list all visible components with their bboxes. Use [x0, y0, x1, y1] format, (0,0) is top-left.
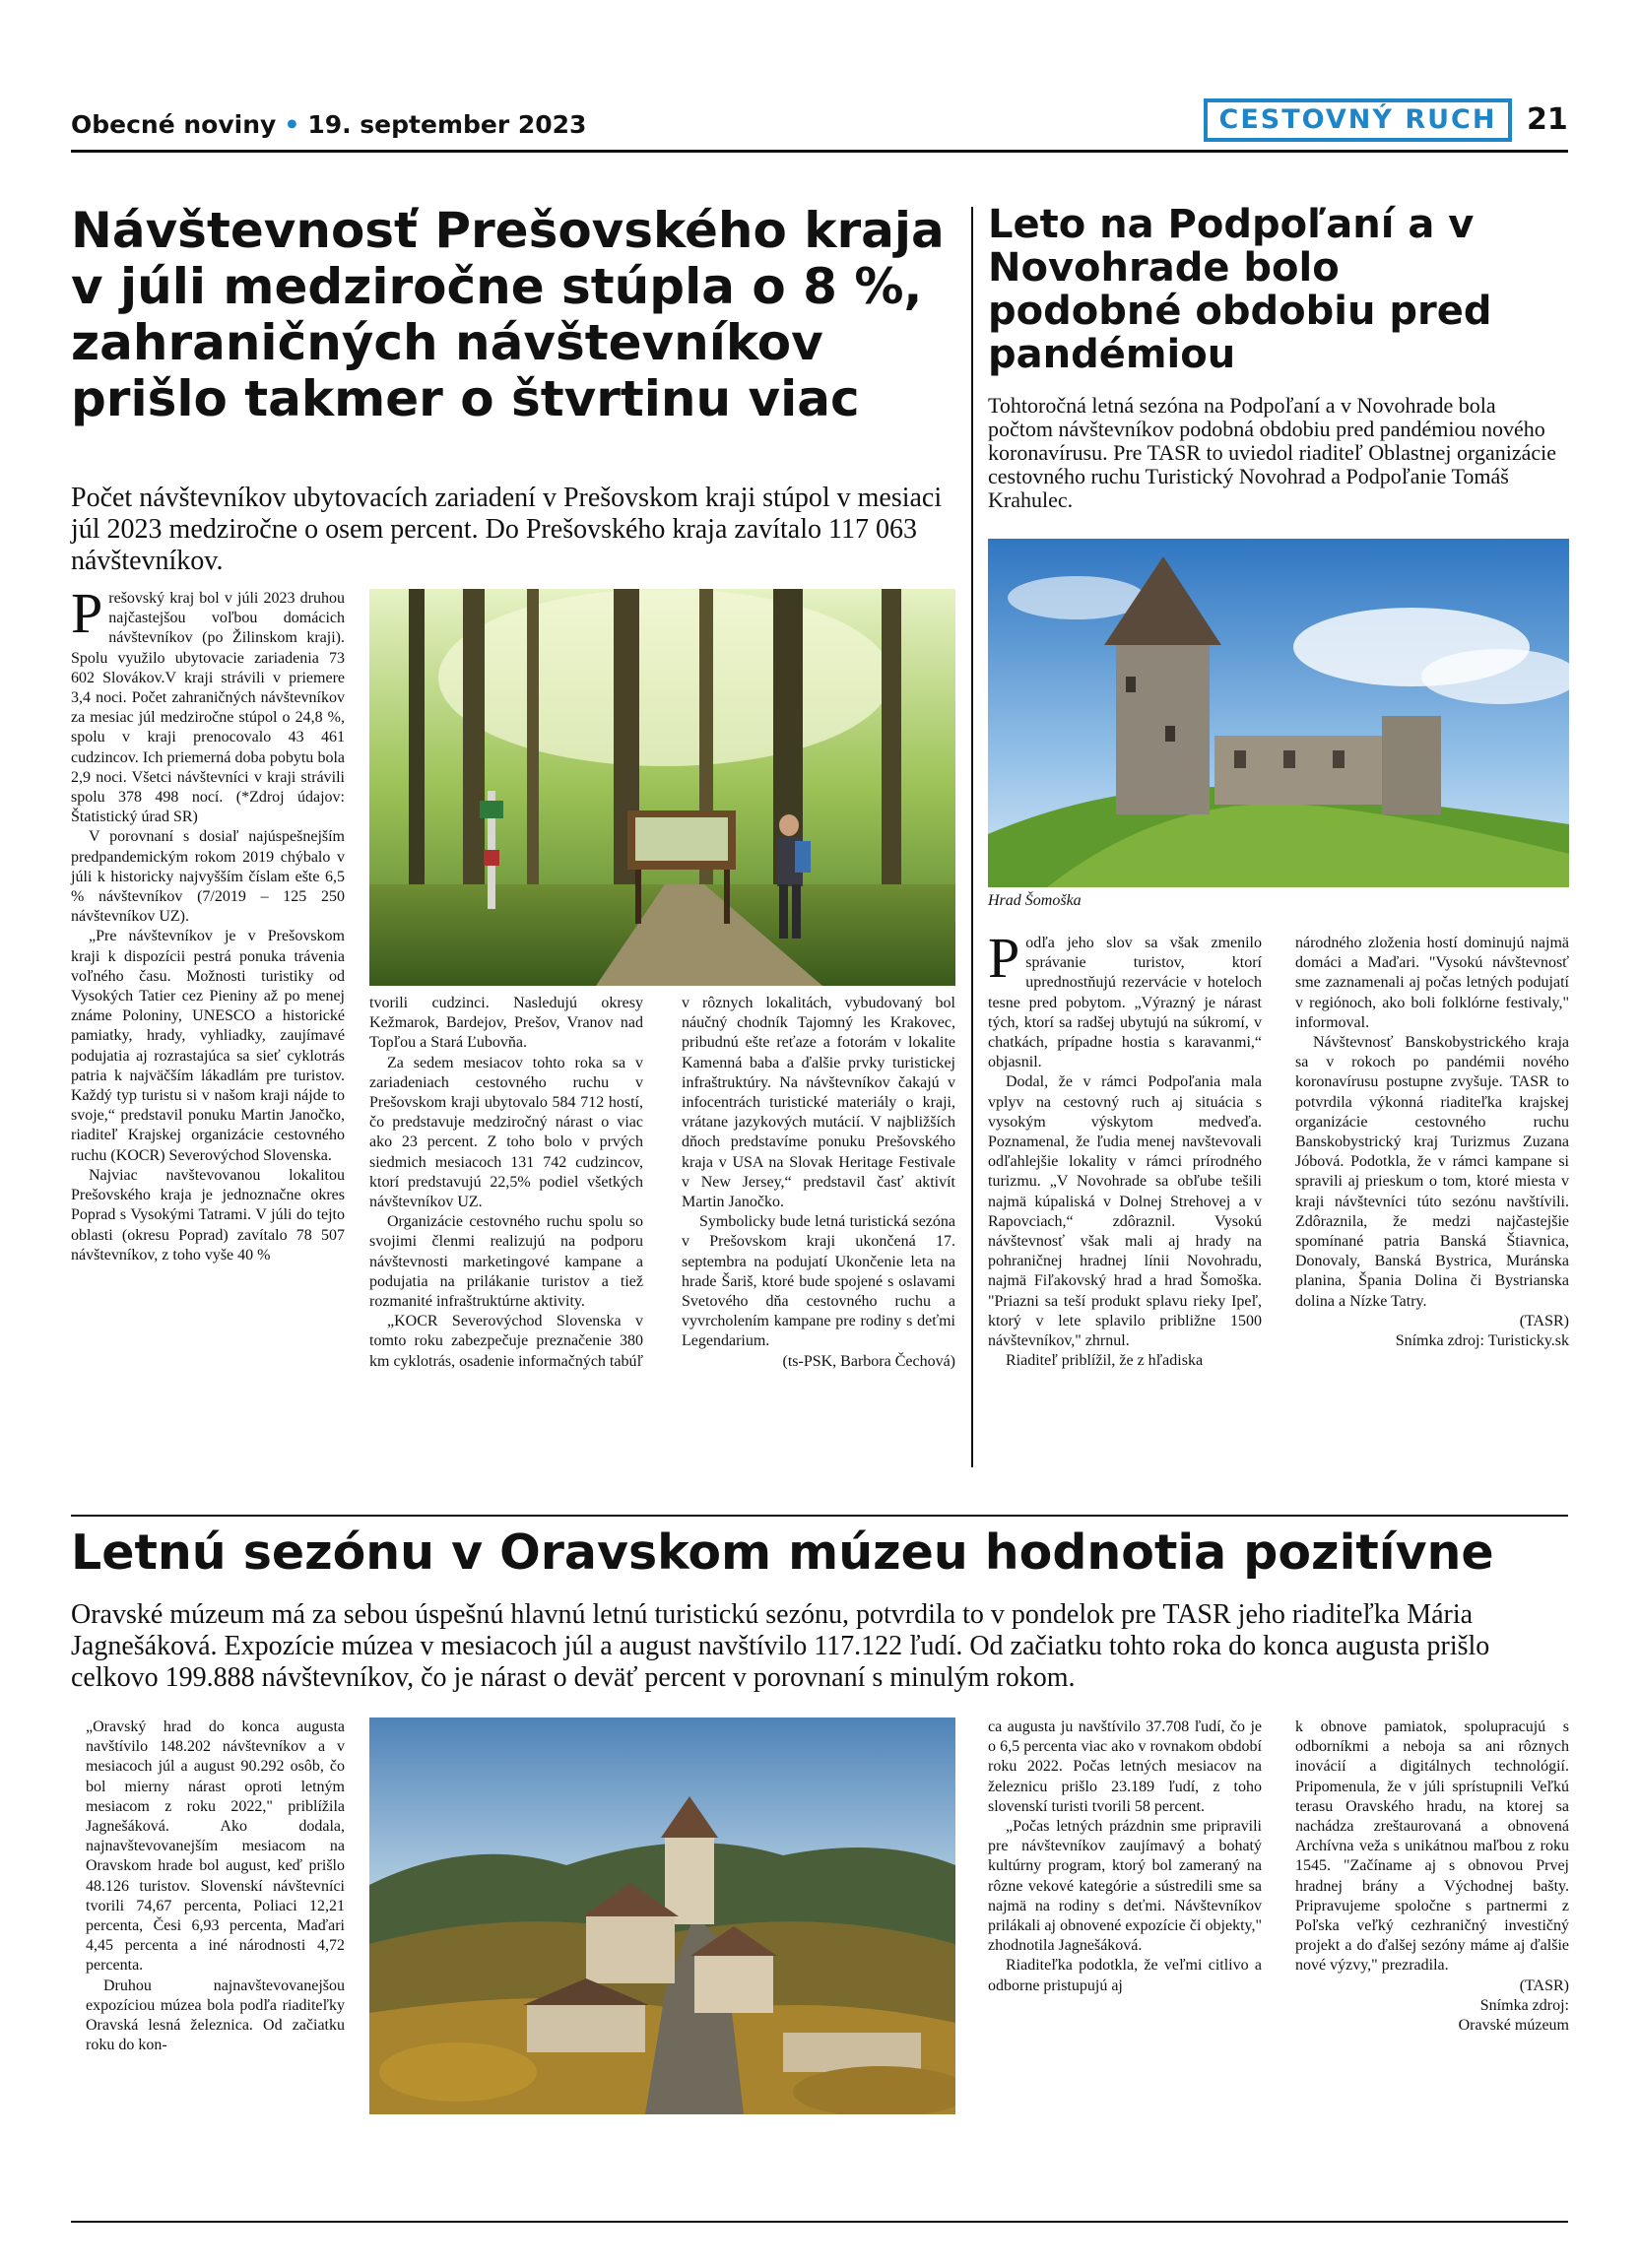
- article1-paragraph: „Pre návštevníkov je v Prešovskom kraji k dispozícii pestrá ponuka trávenia voľného času. Možnosti turistiky od Vysokých Tatier cez Pieniny až po menej známe Poloniny, UNESCO a historické pamiatky, hrady, vyhliadky, zaujímavé podujatia aj rozrastajúca sa sieť cyklotrás patria k najväčším lákadlám pre turistov. Každý typ turistu si v našom kraji nájde to svoje,“ predstavil ponuku Martin Janočko, riaditeľ Krajskej organizácie cestovného ruchu (KOCR) Severovýchod Slovenska.: [71, 928, 345, 1164]
- article2-lead: Tohtoročná letná sezóna na Podpoľaní a v Novohrade bola počtom návštevníkov podobná obdobiu pred pandémiou nového koronavírusu. Pre TASR to uviedol riaditeľ Oblastnej organizácie cestovného ruchu Turistický Novohrad a Podpoľanie Tomáš Krahulec.: [988, 393, 1557, 512]
- article3-paragraph: ca augusta ju navštívilo 37.708 ľudí, čo je o 6,5 percenta viac ako v rovnakom období roku 2022. Počas letných mesiacov na železnicu prišlo 23.189 ľudí, z toho slovenskí turisti tvorili 58 percent.: [988, 1718, 1262, 1815]
- article3-paragraph: k obnove pamiatok, spolupracujú s odborníkmi a neboja sa ani rôznych inovácií a digitálnych technológií. Pripomenula, že v júli sprístupnili Veľkú terasu Oravského hradu, na ktorej sa nachádza zreštaurovaná a obnovená Archívna veža s unikátnou maľbou z roku 1545. "Začíname aj s obnovou Prvej hradnej brány a Východnej bašty. Pripravujeme spoločne s partnermi z Poľska veľký cezhraničný investičný projekt a do ďalšej sezóny máme aj ďalšie nové výzvy," prezradila.: [1295, 1718, 1569, 1975]
- dropcap: P: [988, 926, 1020, 990]
- article3-lead: Oravské múzeum má za sebou úspešnú hlavnú letnú turistickú sezónu, potvrdila to v pondelok pre TASR jeho riaditeľka Mária Jagnešáková. Expozície múzea v mesiacoch júl a august navštívilo 117.122 ľudí. Od začiatku tohto roka do konca augusta prišlo celkovo 199.888 návštevníkov, čo je nárast o deväť percent v porovnaní s minulým rokom.: [71, 1599, 1490, 1693]
- forest-hiker-photo: [369, 589, 955, 986]
- article2-agency: (TASR): [1519, 1312, 1569, 1329]
- article1-column-1: [71, 581, 345, 1265]
- article-separator-rule: [71, 1515, 1568, 1517]
- article2-paragraph: národného zloženia hostí dominujú najmä domáci a Maďari. "Vysokú návštevnosť sme zaznamenali aj počas letných podujatí v regiónoch, ako boli folklórne festivaly," informoval.: [1295, 935, 1569, 1031]
- column-rule: [971, 207, 973, 1467]
- article1-lead: Počet návštevníkov ubytovacích zariadení v Prešovskom kraji stúpol v mesiaci júl 2023 medziročne o osem percent. Do Prešovského kraja zavítalo 117 063 návštevníkov.: [71, 483, 943, 576]
- article1-paragraph: v rôznych lokalitách, vybudovaný bol náučný chodník Tajomný les Krakovec, pribudnú ešte reťaze a fotorám v lokalite Kamenná baba a ďalšie prvky turistickej infraštruktúry. Na návštevníkov čakajú v infocentrách turistické materiály o kraji, vrátane jazykových mutácií. V najbližších dňoch predstavíme ponuku Prešovského kraja v USA na Slovak Heritage Festivale v New Jersey,“ predstavil časť aktivít Martin Janočko.: [682, 995, 955, 1211]
- article3-headline: Letnú sezónu v Oravskom múzeu hodnotia pozitívne: [71, 1524, 1494, 1581]
- article3-paragraph: Riaditeľka podotkla, že veľmi citlivo a odborne pristupujú aj: [988, 1957, 1262, 1994]
- article1-byline: (ts-PSK, Barbora Čechová): [782, 1352, 955, 1370]
- orava-castle-photo: [369, 1717, 955, 2114]
- masthead: [71, 110, 586, 139]
- article1-paragraph: Najviac navštevovanou lokalitou Prešovského kraja je jednoznačne okres Poprad s Vysokými Tatrami. V júli do tejto oblasti (okresu Poprad) zavítalo 78 507 návštevníkov, z toho vyše 40 %: [71, 1166, 345, 1264]
- article3-paragraph: „Počas letných prázdnin sme pripravili pre návštevníkov zaujímavý a bohatý kultúrny program, ktorý bol zameraný na rôzne vekové kategórie a sústredili sme sa najmä na rodiny s deťmi. Návštevníkov prilákali aj obnovené expozície či objekty," zhodnotila Jagnešáková.: [988, 1818, 1262, 1955]
- separator-dot: •: [284, 110, 300, 139]
- article3-photo-credit: Oravské múzeum: [1458, 2017, 1569, 2035]
- article2-headline: Leto na Podpoľaní a v Novohrade bolo podobné obdobiu pred pandémiou: [988, 202, 1492, 377]
- article2-column-2: [1295, 934, 1569, 1351]
- somoska-castle-photo: [988, 539, 1569, 887]
- section-label: CESTOVNÝ RUCH: [1204, 98, 1512, 142]
- article3-paragraph: Druhou najnavštevovanejšou expozíciou múzea bola podľa riaditeľky Oravská lesná železnica. Od začiatku roku do kon-: [86, 1976, 345, 2054]
- issue-date: 19. september 2023: [307, 110, 587, 139]
- article1-column-3: [682, 994, 955, 1372]
- article3-column-1: [86, 1717, 345, 2055]
- article3-agency: (TASR): [1519, 1976, 1569, 1994]
- article2-paragraph: Návštevnosť Banskobystrického kraja sa v rokoch po pandémii nového koronavírusu postupne zvyšuje. TASR to potvrdila výkonná riaditeľka krajskej organizácie cestovného ruchu Banskobystrický kraj Turizmus Zuzana Jóbová. Podotkla, že v rámci kampane si spravili aj prieskum o tom, ktoré miesta v kraji návštevníci túto sezónu navštívili. Zdôraznila, že medzi najčastejšie spomínané patria Banská Štiavnica, Donovaly, Banská Bystrica, Muránska planina, Špania Dolina či Bystrianska dolina a Nízke Tatry.: [1295, 1034, 1569, 1310]
- article2-paragraph: Riaditeľ priblížil, že z hľadiska: [1006, 1352, 1204, 1370]
- article3-paragraph: „Oravský hrad do konca augusta navštívilo 148.202 návštevníkov a v mesiacoch júl a august 90.292 osôb, čo bol mierny nárast oproti letným mesiacom z roku 2022," priblížila Jagnešáková. Ako dodala, najnavštevovanejším mesiacom na Oravskom hrade bol august, keď prišlo 48.126 turistov. Slovenskí návštevníci tvorili 74,67 percenta, Poliaci 12,21 percenta, Česi 6,93 percenta, Maďari 4,45 percenta a iné národnosti 4,72 percenta.: [86, 1718, 345, 1975]
- header-rule: [71, 150, 1568, 153]
- page-number: 21: [1527, 102, 1568, 137]
- forest-trail-image: [369, 589, 955, 986]
- article2-column-1: [988, 926, 1262, 1371]
- article3-column-3: [1295, 1717, 1569, 2036]
- article1-paragraph: Symbolicky bude letná turistická sezóna v Prešovskom kraji ukončená 17. septembra na podujatí Ukončenie leta na hrade Šariš, ktoré bude spojené s oslavami Svetového dňa cestovného ruchu a vyvrcholením kampane pre rodiny s deťmi Legendarium.: [682, 1213, 955, 1350]
- article1-paragraph: Za sedem mesiacov tohto roka sa v zariadeniach cestovného ruchu v Prešovskom kraji ubytovalo 584 712 hostí, čo predstavuje medziročný nárast o viac ako 23 percent. Z toho bolo v prvých siedmich mesiacoch 131 742 cudzincov, ktorí predstavujú 22,5% podiel všetkých návštevníkov UZ.: [369, 1054, 643, 1211]
- publication-name: Obecné noviny: [71, 110, 277, 139]
- article1-paragraph: V porovnaní s dosiaľ najúspešnejším predpandemickým rokom 2019 chýbalo v júli k historicky najvyšším číslam ešte 6,5 % návštevníkov (7/2019 – 125 250 návštevníkov UZ).: [71, 828, 345, 926]
- article2-photo-credit: Snímka zdroj: Turisticky.sk: [1395, 1332, 1569, 1350]
- footer-rule: [71, 2221, 1568, 2223]
- article1-column-2: [369, 994, 643, 1372]
- castle-ruins-image: [988, 539, 1569, 887]
- orava-castle-image: [369, 1717, 955, 2114]
- article1-paragraph: Prešovský kraj bol v júli 2023 druhou najčastejšou voľbou domácich návštevníkov (po Žilinskom kraji). Spolu využilo ubytovacie zariadenia 73 602 Slovákov.V kraji strávili v priemere 3,4 noci. Počet zahraničných návštevníkov za mesiac júl medziročne stúpol o 24,8 %, spolu v kraji prenocovalo 43 461 cudzincov. Ich priemerná doba pobytu bola 2,9 noci. Všetci návštevníci v kraji strávili spolu 378 498 nocí. (*Zdroj údajov: Štatistický úrad SR): [71, 581, 345, 826]
- dropcap: P: [71, 581, 103, 645]
- article3-photo-credit: Snímka zdroj:: [1479, 1996, 1569, 2014]
- photo-caption: Hrad Šomoška: [988, 892, 1082, 909]
- article1-paragraph: tvorili cudzinci. Nasledujú okresy Kežmarok, Bardejov, Prešov, Vranov nad Topľou a Stará Ľubovňa.: [369, 995, 643, 1052]
- article3-column-2: [988, 1717, 1262, 1996]
- article1-paragraph: „KOCR Severovýchod Slovenska v tomto roku zabezpečuje preznačenie 380 km cyklotrás, osadenie informačných tabúľ: [369, 1313, 643, 1370]
- article1-paragraph: Organizácie cestovného ruchu spolu so svojimi členmi realizujú na podporu návštevnosti marketingové kampane a podujatia na prilákanie turistov a tiež rozmanité infraštruktúrne aktivity.: [369, 1213, 643, 1311]
- article2-paragraph: Dodal, že v rámci Podpoľania mala vplyv na cestovný ruch aj situácia s vysokým výskytom medveďa. Poznamenal, že ľudia menej navštevovali odľahlejšie lokality v rámci prírodného turizmu. „V Novohrade sa obľube tešili najmä kúpaliská v Dolnej Strehovej a v Rapovciach,“ zdôraznil. Vysokú návštevnosť však mali aj hrady na pohraničnej hradnej línii Novohradu, najmä Fiľakovský hrad a hrad Šomoška. "Priazni sa teší produkt splavu rieky Ipeľ, ktorý v lete splavilo približne 1500 návštevníkov," zhrnul.: [988, 1073, 1262, 1350]
- article1-headline: Návštevnosť Prešovského kraja v júli medziročne stúpla o 8 %, zahraničných návštevníkov prišlo takmer o štvrtinu viac: [71, 202, 945, 427]
- article2-paragraph: Podľa jeho slov sa však zmenilo správanie turistov, ktorí uprednostňujú rezervácie v hoteloch tesne pred pobytom. „Výrazný je nárast tých, ktorí sa radšej ubytujú na súkromí, v chatkách, prípadne hostia s karavanmi,“ objasnil.: [988, 926, 1262, 1071]
